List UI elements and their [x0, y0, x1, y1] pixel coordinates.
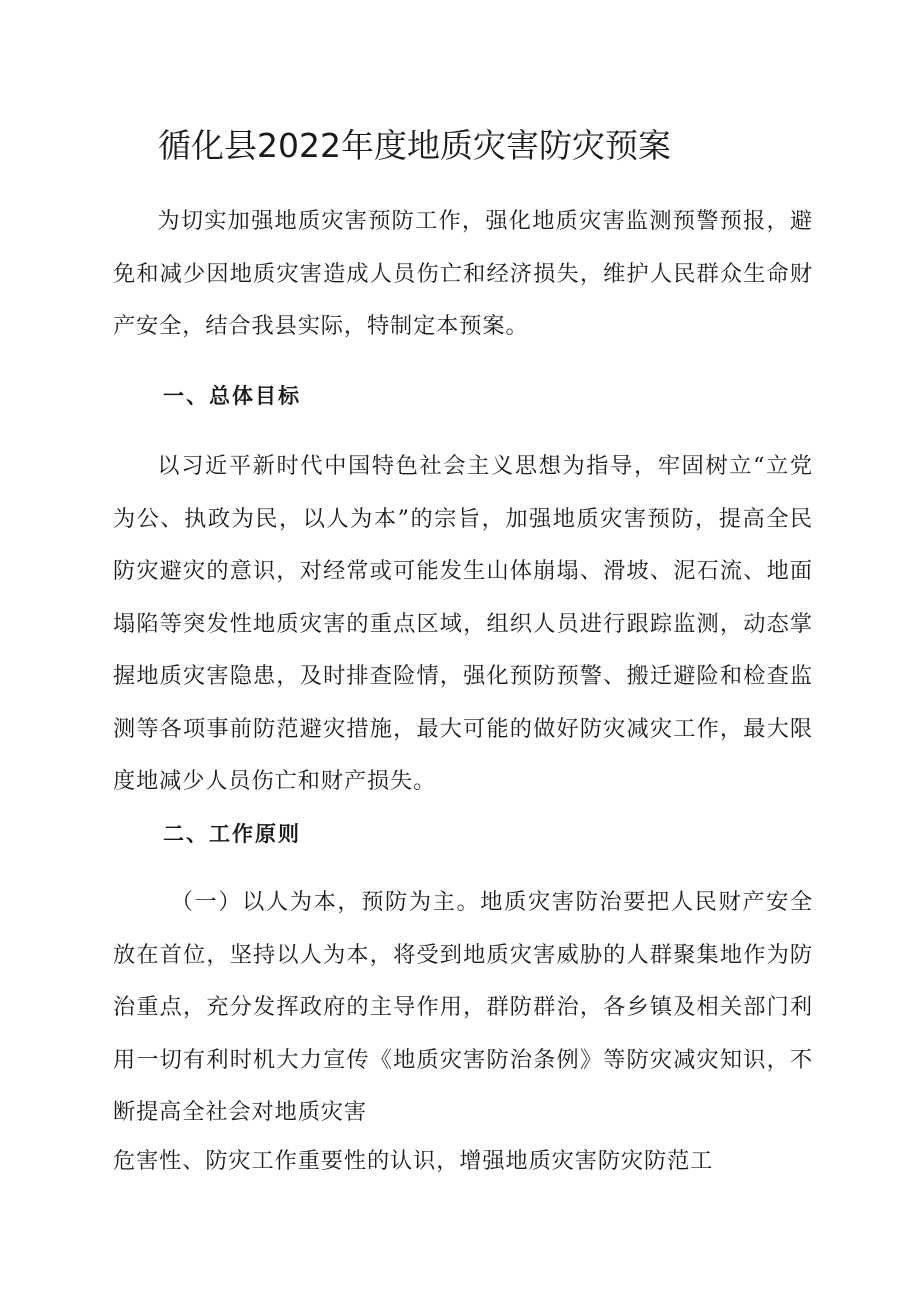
section-body-overall-goal: 以习近平新时代中国特色社会主义思想为指导，牢固树立“立党为公、执政为民，以人为本”的宗旨，加强地质灾害预防，提高全民防灾避灾的意识，对经常或可能发生山体崩塌、滑坡、泥石流、地面塌陷等突发性地质灾害的重点区域，组织人员进行跟踪监测，动态掌握地质灾害隐患，及时排查险情，强化预防预警、搬迁避险和检查监测等各项事前防范避灾措施，最大可能的做好防灾减灾工作，最大限度地减少人员伤亡和财产损失。	[113, 453, 813, 794]
intro-paragraph: 为切实加强地质灾害预防工作，强化地质灾害监测预警预报，避免和减少因地质灾害造成人员伤亡和经济损失，维护人民群众生命财产安全，结合我县实际，特制定本预案。	[113, 208, 813, 339]
section-body-continuation: 危害性、防灾工作重要性的认识，增强地质灾害防灾防范工	[113, 1148, 714, 1174]
section-body-work-principles: （一）以人为本，预防为主。地质灾害防治要把人民财产安全放在首位，坚持以人为本，将受到地质灾害威胁的人群聚集地作为防治重点，充分发挥政府的主导作用，群防群治，各乡镇及相关部门利用一切有利时机大力宣传《地质灾害防治条例》等防灾减灾知识，不断提高全社会对地质灾害	[113, 889, 813, 1125]
document-title: 循化县2022年度地质灾害防灾预案	[158, 126, 671, 165]
section-heading-overall-goal: 一、总体目标	[163, 384, 301, 408]
section-heading-work-principles: 二、工作原则	[163, 822, 301, 846]
